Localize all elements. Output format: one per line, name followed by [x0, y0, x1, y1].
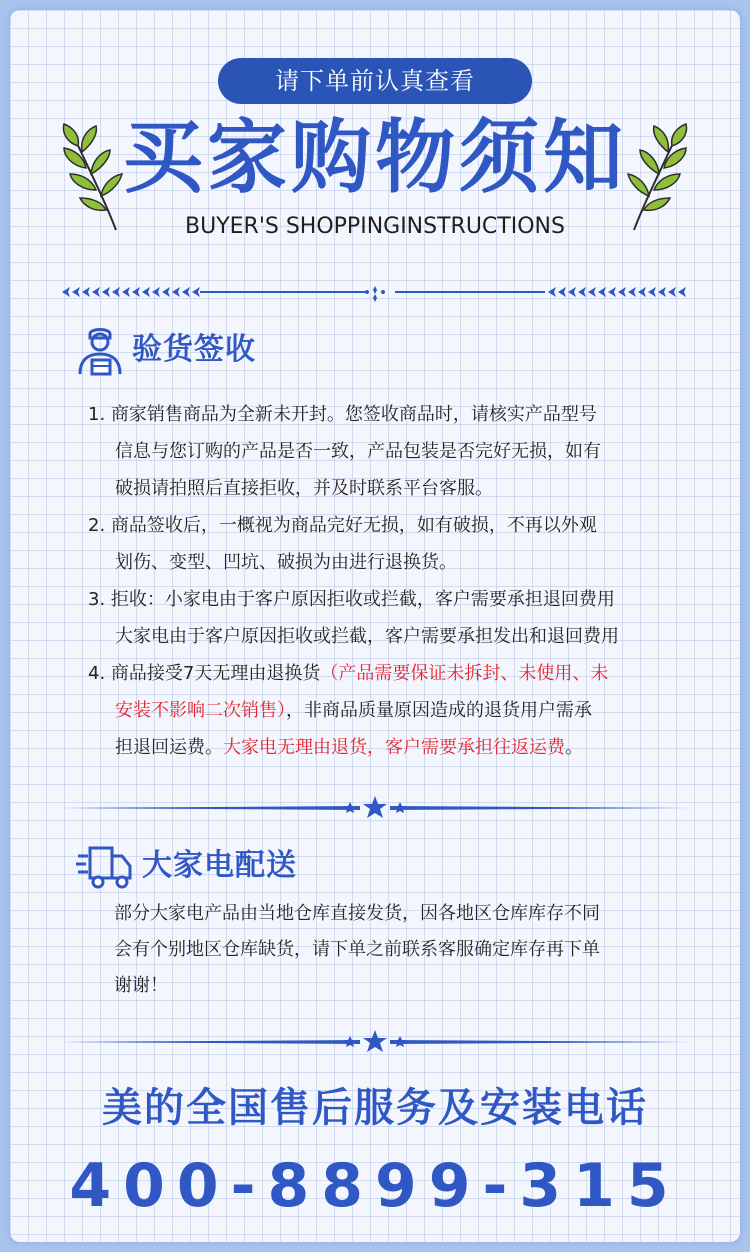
list-item: 2. 商品签收后，一概视为商品完好无损，如有破损，不再以外观 划伤、变型、凹坑、破损为由进行退换货。 — [88, 515, 597, 573]
list-item: 1. 商家销售商品为全新未开封。您签收商品时，请核实产品型号 信息与您订购的产品是否一致，产品包装是否完好无损，如有 破损请拍照后直接拒收，并及时联系平台客服。 — [88, 404, 601, 499]
delivery-truck-icon — [76, 840, 132, 892]
star-divider — [60, 796, 690, 820]
page-title: 买家购物须知 — [123, 111, 627, 204]
section-title-inspection: 验货签收 — [132, 332, 256, 367]
service-hotline-title: 美的全国售后服务及安装电话 — [102, 1085, 648, 1131]
list-item: 4. 商品接受7天无理由退换货（产品需要保证未拆封、未使用、未 安装不影响二次销售），非商品质量原因造成的退货用户需承 担退回运费。大家电无理由退货，客户需要承担往返运费。 — [88, 663, 609, 758]
header-pill: 请下单前认真查看 — [218, 58, 532, 104]
delivery-paragraph: 部分大家电产品由当地仓库直接发货，因各地区仓库库存不同 会有个别地区仓库缺货，请下单之前联系客服确定库存再下单 谢谢！ — [114, 903, 600, 996]
section-title-delivery: 大家电配送 — [142, 848, 297, 883]
service-phone-number: 400-8899-315 — [69, 1151, 681, 1221]
notice-card — [10, 10, 740, 1242]
inspection-list — [88, 396, 688, 766]
list-item: 3. 拒收：小家电由于客户原因拒收或拦截，客户需要承担退回费用 大家电由于客户原因拒收或拦截，客户需要承担发出和退回费用 — [88, 589, 619, 647]
star-divider — [60, 1030, 690, 1054]
delivery-person-icon — [74, 324, 126, 376]
page-subtitle: BUYER'S SHOPPINGINSTRUCTIONS — [185, 214, 565, 239]
ornamental-divider — [60, 280, 690, 304]
